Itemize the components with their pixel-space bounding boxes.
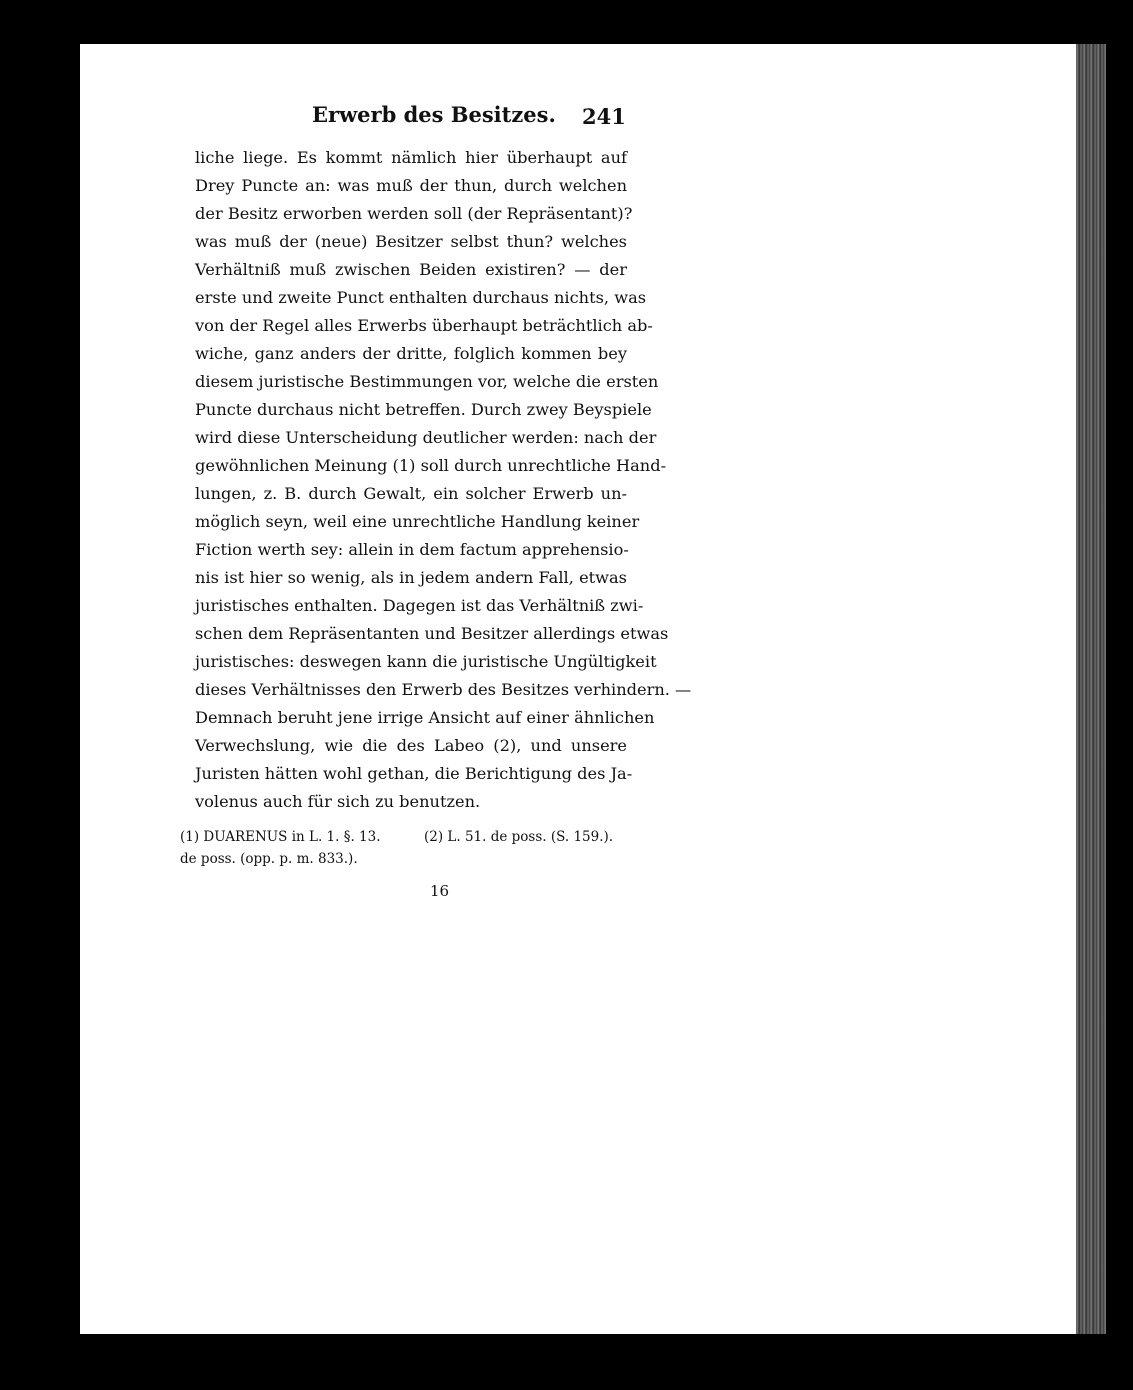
footnote-1-continuation: de poss. (opp. p. m. 833.). bbox=[180, 851, 358, 867]
text-line: Demnach beruht jene irrige Ansicht auf einer ähnlichen bbox=[195, 708, 655, 727]
text-line: schen dem Repräsentanten und Besitzer allerdings etwas bbox=[195, 624, 669, 643]
text-line: juristisches: deswegen kann die juristische Ungültigkeit bbox=[195, 652, 657, 671]
text-line: der Besitz erworben werden soll (der Repräsentant)? bbox=[195, 204, 633, 223]
text-line: liche liege. Es kommt nämlich hier überhaupt auf bbox=[195, 148, 627, 167]
text-line: Juristen hätten wohl gethan, die Berichtigung des Ja- bbox=[195, 764, 633, 783]
signature-mark: 16 bbox=[430, 882, 450, 900]
footnotes bbox=[180, 826, 630, 870]
text-line: nis ist hier so wenig, als in jedem andern Fall, etwas bbox=[195, 568, 627, 587]
text-line: was muß der (neue) Besitzer selbst thun? welches bbox=[195, 232, 627, 251]
running-head bbox=[228, 102, 628, 132]
running-head-title: Erwerb des Besitzes. bbox=[312, 102, 556, 127]
text-line: Verwechslung, wie die des Labeo (2), und unsere bbox=[195, 736, 627, 755]
footnote-1: (1) DUARENUS in L. 1. §. 13. bbox=[180, 829, 381, 845]
text-line: erste und zweite Punct enthalten durchaus nichts, was bbox=[195, 288, 647, 307]
text-line: dieses Verhältnisses den Erwerb des Besitzes verhindern. — bbox=[195, 680, 692, 699]
text-line: Drey Puncte an: was muß der thun, durch welchen bbox=[195, 176, 627, 195]
text-line: gewöhnlichen Meinung (1) soll durch unrechtliche Hand- bbox=[195, 456, 667, 475]
body-text bbox=[195, 144, 692, 816]
footnote-2: (2) L. 51. de poss. (S. 159.). bbox=[424, 829, 614, 845]
text-line: juristisches enthalten. Dagegen ist das Verhältniß zwi- bbox=[195, 596, 644, 615]
page-number: 241 bbox=[582, 104, 626, 129]
text-line: möglich seyn, weil eine unrechtliche Handlung keiner bbox=[195, 512, 640, 531]
book-page bbox=[80, 44, 1076, 1334]
text-line: Verhältniß muß zwischen Beiden existiren? — der bbox=[195, 260, 627, 279]
text-line: diesem juristische Bestimmungen vor, welche die ersten bbox=[195, 372, 659, 391]
text-line: wird diese Unterscheidung deutlicher werden: nach der bbox=[195, 428, 657, 447]
footnote-row bbox=[180, 826, 630, 848]
text-line: lungen, z. B. durch Gewalt, ein solcher Erwerb un- bbox=[195, 484, 627, 503]
footnote-row bbox=[180, 848, 630, 870]
text-line: Puncte durchaus nicht betreffen. Durch zwey Beyspiele bbox=[195, 400, 652, 419]
text-line: von der Regel alles Erwerbs überhaupt beträchtlich ab- bbox=[195, 316, 653, 335]
book-page-edges bbox=[1072, 44, 1106, 1334]
text-line: Fiction werth sey: allein in dem factum apprehensio- bbox=[195, 540, 629, 559]
text-line: wiche, ganz anders der dritte, folglich kommen bey bbox=[195, 344, 627, 363]
text-line: volenus auch für sich zu benutzen. bbox=[195, 792, 481, 811]
